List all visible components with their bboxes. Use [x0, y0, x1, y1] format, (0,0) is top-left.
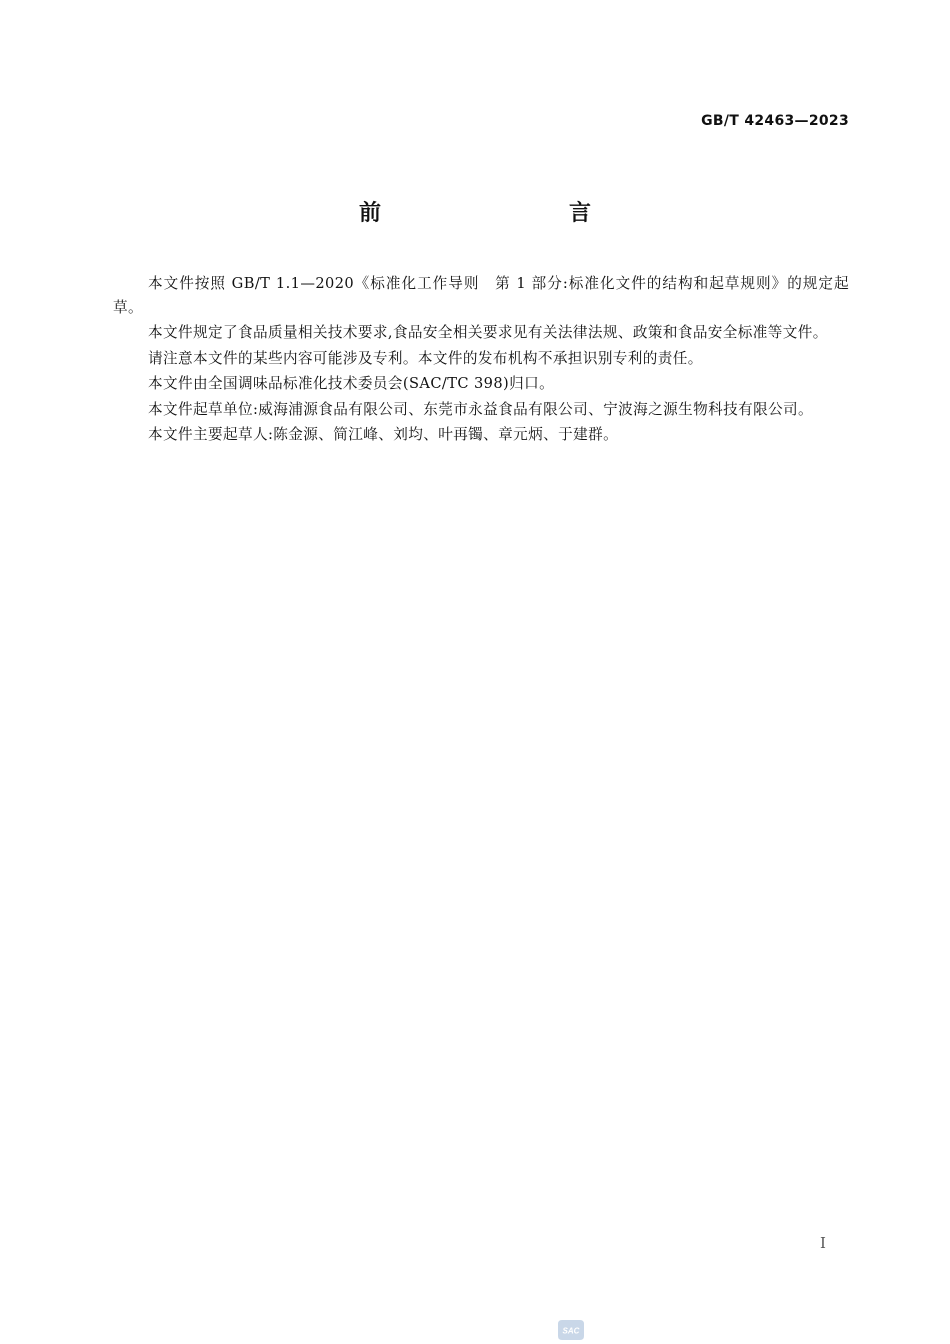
- page-title: 前 言: [358, 201, 639, 226]
- foreword-body: [113, 272, 849, 449]
- foreword-paragraph-patent-notice: 请注意本文件的某些内容可能涉及专利。本文件的发布机构不承担识别专利的责任。: [148, 349, 703, 367]
- foreword-paragraph-drafting-rules: 本文件按照 GB/T 1.1—2020《标准化工作导则 第 1 部分:标准化文件的结构和起草规则》的规定起草。: [113, 275, 849, 316]
- svg-text:SAC: SAC: [562, 1326, 580, 1336]
- foreword-paragraph-drafting-units: 本文件起草单位:威海浦源食品有限公司、东莞市永益食品有限公司、宁波海之源生物科技有限公司。: [148, 400, 814, 418]
- standard-number: GB/T 42463—2023: [701, 113, 849, 129]
- sac-logo-icon: [556, 1318, 586, 1342]
- foreword-paragraph-drafters: 本文件主要起草人:陈金源、简江峰、刘均、叶再镯、章元炳、于建群。: [148, 426, 619, 443]
- foreword-paragraph-committee: 本文件由全国调味品标准化技术委员会(SAC/TC 398)归口。: [148, 375, 555, 392]
- page-number: I: [820, 1234, 826, 1252]
- foreword-paragraph-scope: 本文件规定了食品质量相关技术要求,食品安全相关要求见有关法律法规、政策和食品安全标准等文件。: [148, 324, 828, 341]
